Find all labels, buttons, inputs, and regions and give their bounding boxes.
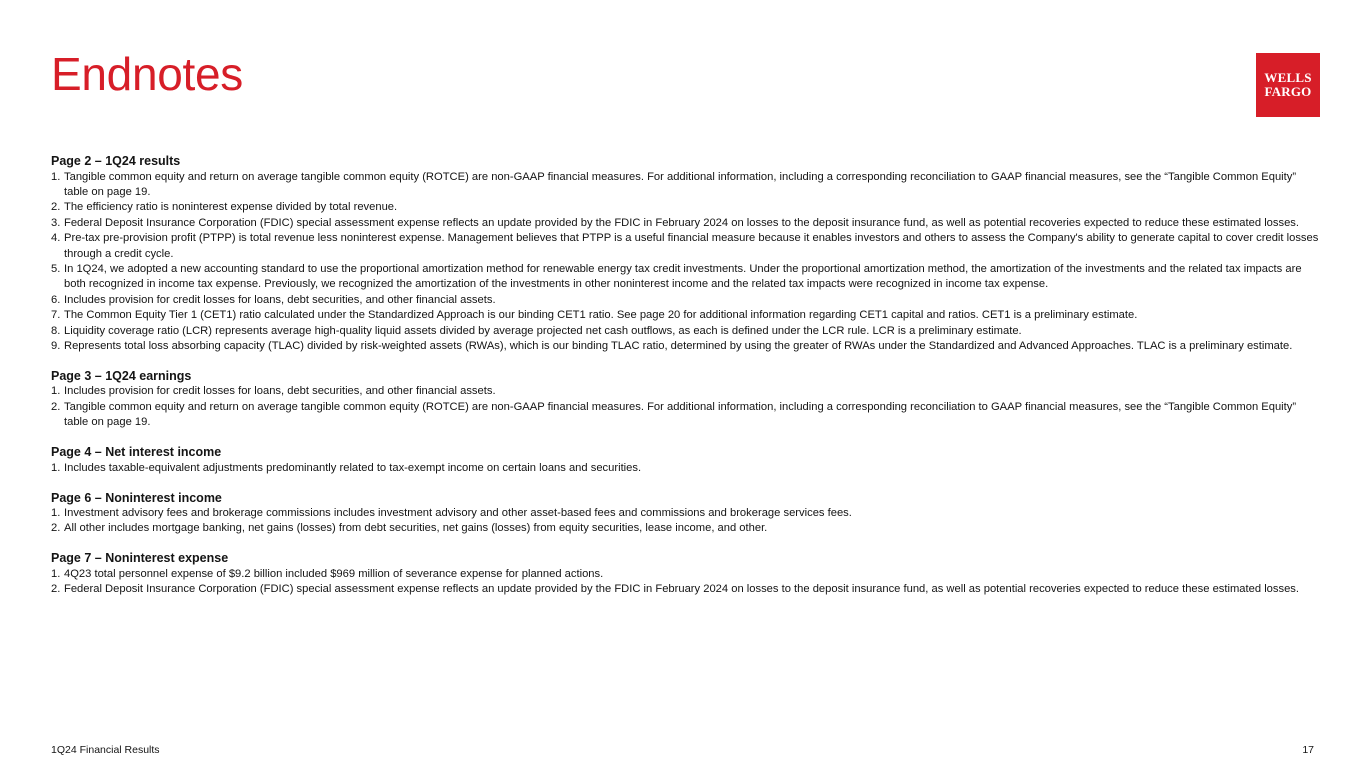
logo-line-2: FARGO — [1264, 84, 1312, 99]
endnote-number: 5. — [51, 262, 61, 275]
endnote-number: 9. — [51, 339, 61, 352]
endnote-item — [51, 567, 1319, 582]
endnote-number: 1. — [51, 170, 61, 183]
endnote-text: Includes taxable-equivalent adjustments predominantly related to tax-exempt income on certain loans and securities. — [64, 461, 642, 474]
endnote-number: 8. — [51, 324, 61, 337]
endnote-number: 2. — [51, 583, 61, 596]
endnote-text: All other includes mortgage banking, net gains (losses) from debt securities, net gains (losses) from equity securities, lease income, and other. — [64, 522, 768, 535]
endnote-section — [51, 551, 1319, 597]
section-heading: Page 6 – Noninterest income — [51, 490, 222, 505]
endnote-section — [51, 445, 1319, 476]
footer-title: 1Q24 Financial Results — [51, 744, 160, 756]
endnote-text: Includes provision for credit losses for loans, debt securities, and other financial assets. — [64, 293, 496, 306]
endnote-text: The efficiency ratio is noninterest expense divided by total revenue. — [64, 201, 398, 214]
page-title: Endnotes — [51, 48, 243, 100]
endnote-text: Includes provision for credit losses for loans, debt securities, and other financial assets. — [64, 385, 496, 398]
endnote-item — [51, 200, 1319, 215]
endnote-item — [51, 231, 1319, 262]
section-heading: Page 3 – 1Q24 earnings — [51, 368, 192, 383]
endnote-item — [51, 293, 1319, 308]
endnote-number: 6. — [51, 293, 61, 306]
endnote-number: 7. — [51, 309, 61, 322]
endnote-number: 1. — [51, 567, 61, 580]
endnote-number: 1. — [51, 507, 61, 519]
endnote-item — [51, 339, 1319, 354]
endnote-item — [51, 506, 1319, 521]
endnote-text: The Common Equity Tier 1 (CET1) ratio calculated under the Standardized Approach is our binding CET1 ratio. See page 20 for additional information regarding CET1 capital and ratios. CET1 is a preliminary estimate. — [64, 309, 1138, 322]
endnote-text: Liquidity coverage ratio (LCR) represents average high-quality liquid assets divided by average projected net cash outflows, as each is defined under the LCR rule. LCR is a preliminary estimate. — [64, 324, 1022, 337]
section-heading: Page 2 – 1Q24 results — [51, 154, 181, 168]
endnote-item — [51, 170, 1319, 201]
endnote-item — [51, 308, 1319, 323]
endnote-list — [51, 384, 1319, 430]
endnote-item — [51, 384, 1319, 399]
endnote-list — [51, 567, 1319, 598]
endnote-item — [51, 216, 1319, 231]
section-heading: Page 4 – Net interest income — [51, 445, 222, 460]
endnote-section — [51, 369, 1319, 431]
endnote-text: Federal Deposit Insurance Corporation (FDIC) special assessment expense reflects an update provided by the FDIC in February 2024 on losses to the deposit insurance fund, as well as potential recoveries expected to reduce these estimated losses. — [64, 216, 1300, 229]
endnote-number: 1. — [51, 385, 61, 398]
endnote-section — [51, 491, 1319, 537]
wells-fargo-logo — [1256, 53, 1320, 117]
endnote-list — [51, 506, 1319, 537]
endnote-number: 2. — [51, 522, 61, 535]
logo-line-1: WELLS — [1264, 70, 1312, 85]
endnote-item — [51, 262, 1319, 293]
endnote-text: Investment advisory fees and brokerage commissions includes investment advisory and other asset-based fees and commissions and brokerage services fees. — [64, 507, 852, 519]
endnote-section — [51, 154, 1319, 354]
page-number: 17 — [1302, 744, 1314, 756]
endnote-text: Federal Deposit Insurance Corporation (FDIC) special assessment expense reflects an update provided by the FDIC in February 2024 on losses to the deposit insurance fund, as well as potential recoveries expected to reduce these estimated losses. — [64, 583, 1300, 596]
endnote-text: Represents total loss absorbing capacity (TLAC) divided by risk-weighted assets (RWAs), which is our binding TLAC ratio, determined by using the greater of RWAs under the Standardized and Advanced Approaches. TLAC is a preliminary estimate. — [64, 339, 1293, 352]
endnote-number: 2. — [51, 400, 61, 413]
endnote-text: Tangible common equity and return on average tangible common equity (ROTCE) are non-GAAP financial measures. For additional information, including a corresponding reconciliation to GAAP financial measures, see the “Tangible Common Equity” table on page 19. — [64, 170, 1297, 198]
endnotes-content — [51, 154, 1319, 612]
endnote-text: Tangible common equity and return on average tangible common equity (ROTCE) are non-GAAP financial measures. For additional information, including a corresponding reconciliation to GAAP financial measures, see the “Tangible Common Equity” table on page 19. — [64, 400, 1297, 429]
endnote-number: 1. — [51, 461, 61, 474]
endnote-item — [51, 324, 1319, 339]
endnote-item — [51, 461, 1319, 476]
endnote-text: Pre-tax pre-provision profit (PTPP) is total revenue less noninterest expense. Management believes that PTPP is a useful financial measure because it enables investors and others to assess the Company's ability to generate capital to cover credit losses through a credit cycle. — [64, 232, 1319, 260]
endnote-item — [51, 521, 1319, 536]
endnote-item — [51, 582, 1319, 597]
section-heading: Page 7 – Noninterest expense — [51, 551, 229, 566]
endnote-number: 2. — [51, 201, 61, 214]
endnote-list — [51, 461, 1319, 476]
endnote-text: In 1Q24, we adopted a new accounting standard to use the proportional amortization method for renewable energy tax credit investments. Under the proportional amortization method, the amortization of the investments and the related tax impacts are both recognized in income tax expense. Previously, we recognized the amortization of the investments in other noninterest income and the related tax impacts were recognized in income tax expense. — [64, 262, 1302, 291]
endnote-list — [51, 170, 1319, 355]
endnote-number: 4. — [51, 232, 61, 245]
endnote-item — [51, 400, 1319, 431]
endnote-text: 4Q23 total personnel expense of $9.2 billion included $969 million of severance expense for planned actions. — [64, 567, 604, 580]
endnote-number: 3. — [51, 216, 61, 229]
